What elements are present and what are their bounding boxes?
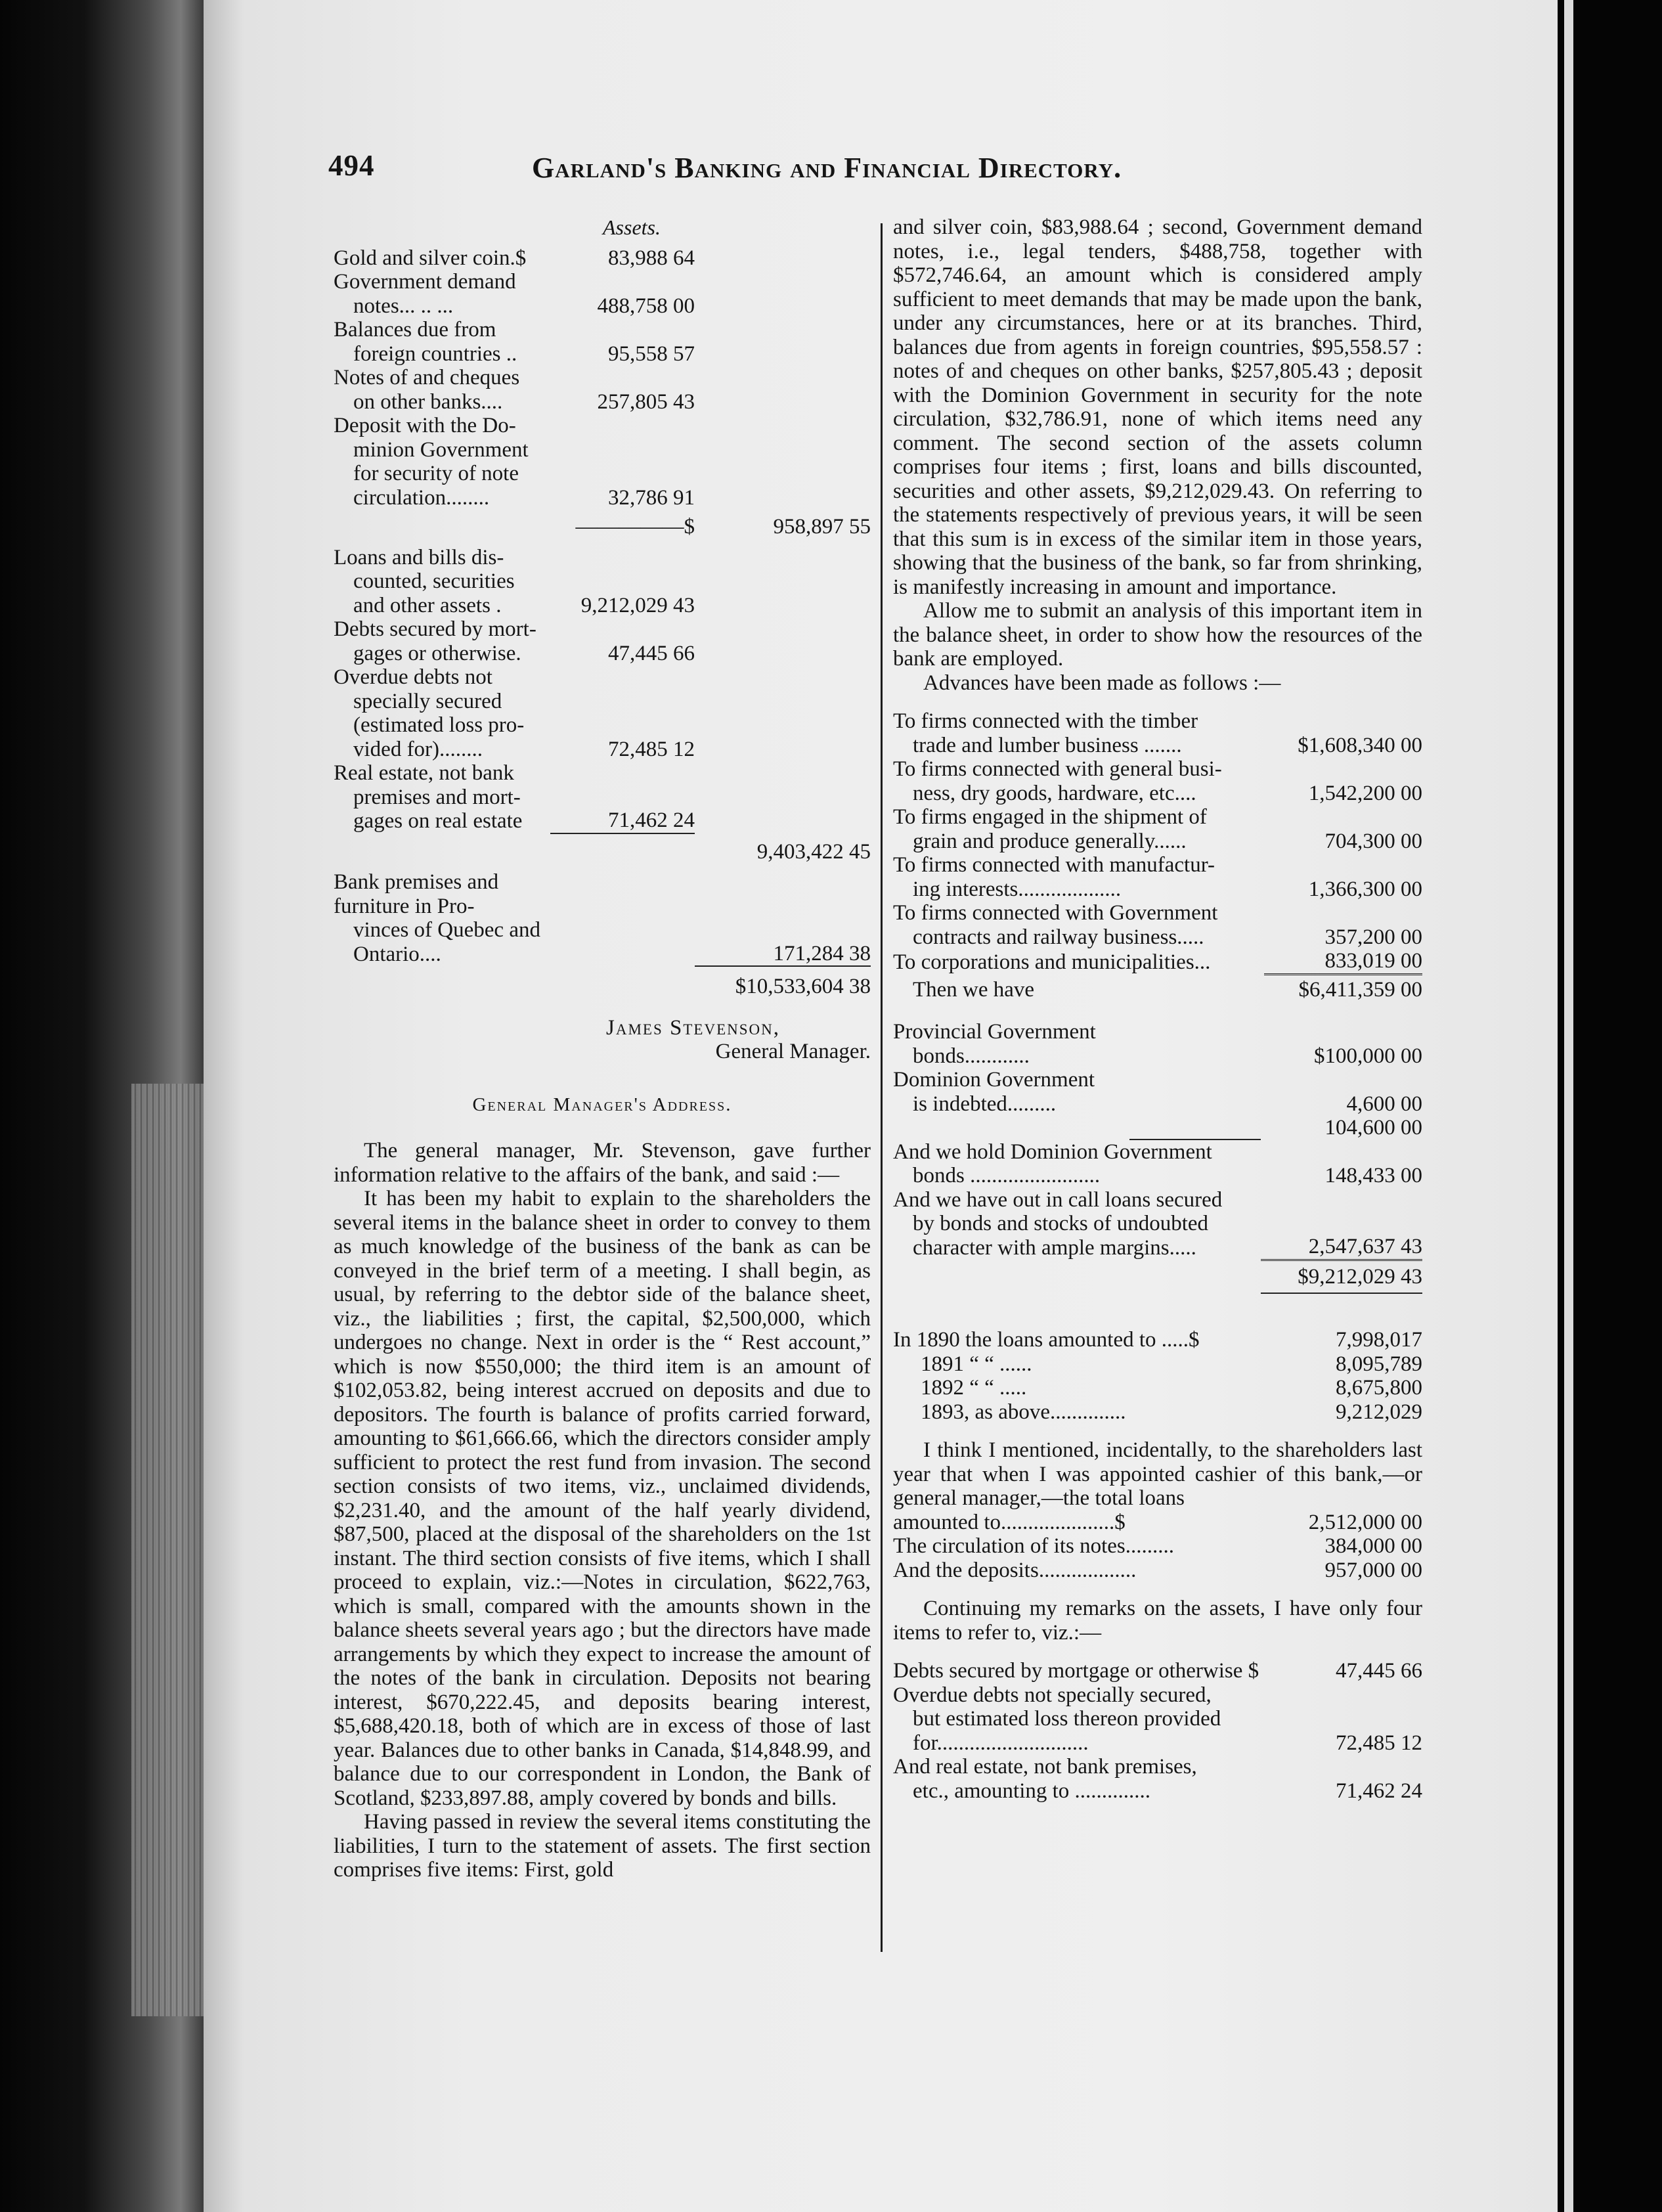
hold-amount: 148,433 00 <box>1324 1164 1422 1187</box>
ledger-desc <box>334 414 550 510</box>
ledger-line: Overdue debts not <box>334 665 492 689</box>
ledger-line: Debts secured by mort- <box>334 617 536 641</box>
cashier-table <box>893 1511 1422 1583</box>
ledger-amount: 95,558 57 <box>608 342 695 366</box>
ledger-line: (estimated loss pro- <box>353 713 525 737</box>
row-line: To firms engaged in the shipment of <box>893 805 1207 829</box>
ledger-amount: 83,988 64 <box>608 246 695 270</box>
call-line: character with ample margins..... <box>913 1235 1196 1260</box>
ledger-total: $10,533,604 38 <box>695 966 871 999</box>
row-line: Debts secured by mortgage or otherwise $ <box>893 1659 1259 1683</box>
paragraph: It has been my habit to explain to the shareholders the several items in the balance sheet in order to convey to them as much knowledge of the business of the bank as can be conveyed in the brief term of a meeting. I shall begin, as usual, by referring to the debtor side of the balance sheet, viz., the liabilities ; first, the capital, $2,500,000, which undergoes no change. Next in order is the “ Rest account,” which is now $550,000; the third item is an amount of $102,053.82, being interest accrued on deposits and due to depositors. The fourth is balance of profits carried forward, amounting to $61,666.66, which the directors consider amply sufficient to protect the rest fund from invasion. The second section consists of two items, viz., unclaimed dividends, $2,231.40, and the amount of the half yearly dividend, $87,500, placed at the disposal of the shareholders on the 1st instant. The third section consists of five items, which I shall proceed to explain, viz.:—Notes in circulation, $622,763, which is small, compared with the amounts shown in the balance sheets several years ago ; but the directors have made arrangements by which they expect to increase the amount of the notes of the bank in circulation. Deposits not bearing interest, $670,222.45, and deposits bearing interest, $5,688,420.18, both of which are in excess of those of last year. Balances due to other banks in Canada, $14,848.99, and balance due to our correspondent in London, the Bank of Scotland, $233,897.88, amply covered by bonds and bills. <box>334 1187 871 1810</box>
row-line: etc., amounting to .............. <box>913 1779 1151 1803</box>
row-line: Dominion Government <box>893 1068 1095 1092</box>
ledger-amount: 72,485 12 <box>608 737 695 761</box>
ledger-line: vided for)........ <box>353 737 483 761</box>
row-line: but estimated loss thereon provided <box>913 1707 1221 1731</box>
ledger-row <box>334 270 871 318</box>
row-label: amounted to.....................$ <box>893 1510 1126 1534</box>
row-line: To firms connected with the timber <box>893 709 1198 733</box>
ledger-line: Deposit with the Do- <box>334 414 516 437</box>
ledger-row <box>334 246 871 271</box>
row-label: In 1890 the loans amounted to .....$ <box>893 1328 1200 1352</box>
row-amount: 72,485 12 <box>1336 1731 1422 1755</box>
table-row <box>893 1755 1422 1803</box>
right-column <box>893 215 1422 1803</box>
ledger-line: Gold and silver coin.$ <box>334 246 527 270</box>
running-title: Garland's Banking and Financial Directory. <box>532 152 1122 184</box>
row-desc <box>893 1683 1261 1756</box>
ledger-desc <box>334 366 550 414</box>
ledger-desc <box>334 966 550 999</box>
row-amount: 8,675,800 <box>1336 1376 1422 1400</box>
advances-total: $6,411,359 00 <box>1264 974 1422 1002</box>
row-line: ness, dry goods, hardware, etc.... <box>913 781 1196 805</box>
ledger-row <box>334 864 871 966</box>
row-desc <box>893 709 1264 757</box>
row-amount: 4,600 00 <box>1346 1092 1422 1116</box>
row-desc <box>893 1020 1261 1068</box>
ledger-line: circulation........ <box>353 485 490 510</box>
ledger-row <box>334 318 871 366</box>
table-row <box>893 709 1422 757</box>
call-amount: 2,547,637 43 <box>1308 1235 1422 1258</box>
table-row <box>893 901 1422 949</box>
row-amount: 704,300 00 <box>1324 829 1422 853</box>
ledger-row <box>334 665 871 761</box>
ledger-row <box>334 966 871 999</box>
ledger-desc <box>334 665 550 761</box>
row-amount: 8,095,789 <box>1336 1352 1422 1376</box>
row-line: To firms connected with manufactur- <box>893 853 1215 877</box>
table-row <box>893 1559 1422 1583</box>
row-desc <box>893 853 1264 901</box>
table-row <box>893 1511 1422 1535</box>
row-amount: $1,608,340 00 <box>1298 733 1422 757</box>
row-desc <box>893 1755 1261 1803</box>
ledger-total <box>695 539 871 618</box>
row-label: 1891 “ “ ...... <box>921 1352 1032 1376</box>
ledger-amount: 488,758 00 <box>597 294 695 318</box>
paragraph: Advances have been made as follows :— <box>923 671 1281 695</box>
ledger-amount <box>550 833 695 864</box>
row-amount: 9,212,029 <box>1336 1400 1422 1424</box>
row-line: for............................ <box>913 1731 1089 1755</box>
ledger-desc <box>334 761 550 833</box>
table-row <box>893 805 1422 853</box>
row-desc <box>893 757 1264 805</box>
row-amount: 957,000 00 <box>1324 1558 1422 1582</box>
ledger-row <box>334 366 871 414</box>
left-column <box>334 215 871 1882</box>
loans-total: $9,212,029 43 <box>1261 1260 1422 1293</box>
ledger-line: Government demand <box>334 270 516 294</box>
ledger-line: counted, securities <box>353 569 515 593</box>
remaining-assets-table <box>893 1659 1422 1803</box>
ledger-total <box>695 414 871 510</box>
table-row <box>893 949 1422 974</box>
row-desc <box>893 805 1264 853</box>
row-label: 1892 “ “ ..... <box>921 1376 1027 1400</box>
call-line: And we have out in call loans secured <box>893 1187 1223 1212</box>
table-row <box>893 1328 1422 1352</box>
advances-table <box>893 709 1422 1002</box>
ledger-total: 9,403,422 45 <box>756 839 871 864</box>
ledger-line: Real estate, not bank <box>334 761 514 785</box>
ledger-desc <box>334 833 550 864</box>
ledger-amount <box>550 966 695 999</box>
government-table <box>893 1020 1422 1294</box>
ledger-line: gages or otherwise. <box>353 641 521 665</box>
row-desc <box>893 949 1264 974</box>
next-page-edge <box>1564 0 1573 2212</box>
ledger-amount: 9,212,029 43 <box>580 593 695 617</box>
row-line: Provincial Government <box>893 1020 1096 1044</box>
ledger-row <box>334 414 871 510</box>
assets-ledger <box>334 246 871 999</box>
row-desc <box>893 901 1264 949</box>
ledger-total <box>695 665 871 761</box>
row-amount: 1,542,200 00 <box>1308 781 1422 805</box>
row-amount: 7,998,017 <box>1336 1328 1422 1352</box>
row-line: Overdue debts not specially secured, <box>893 1683 1212 1707</box>
ledger-line: vinces of Quebec and Ontario.... <box>353 918 540 966</box>
row-desc <box>893 1068 1261 1116</box>
row-label: And the deposits.................. <box>893 1558 1137 1582</box>
row-line: To firms connected with general busi- <box>893 757 1222 781</box>
ledger-line: Notes of and cheques <box>334 366 520 389</box>
ledger-amount: 257,805 43 <box>597 389 695 414</box>
row-line: contracts and railway business..... <box>913 925 1204 949</box>
row-line: ing interests................... <box>913 877 1122 901</box>
ledger-total <box>695 270 871 318</box>
ledger-total <box>695 366 871 414</box>
table-row <box>893 1376 1422 1400</box>
ledger-amount: —————$ <box>575 515 695 539</box>
page-edges <box>131 1084 204 2016</box>
ledger-line: Bank premises and furniture in Pro- <box>334 870 499 918</box>
right-margin <box>1558 0 1662 2212</box>
hold-line: And we hold Dominion Government <box>893 1139 1212 1164</box>
ledger-line: specially secured <box>353 689 502 713</box>
row-label: The circulation of its notes......... <box>893 1534 1174 1558</box>
table-row <box>893 1020 1422 1068</box>
signature-title: General Manager. <box>715 1040 871 1063</box>
row-amount: 357,200 00 <box>1324 925 1422 949</box>
row-amount: $100,000 00 <box>1314 1044 1422 1068</box>
column-divider <box>881 223 883 1952</box>
ledger-line: foreign countries .. <box>353 342 517 366</box>
ledger-line: Balances due from <box>334 318 496 342</box>
row-amount: 71,462 24 <box>1336 1779 1422 1803</box>
row-line: To firms connected with Government <box>893 901 1218 925</box>
ledger-row <box>334 539 871 618</box>
table-row <box>893 853 1422 901</box>
row-line: And real estate, not bank premises, <box>893 1755 1197 1779</box>
row-amount: 47,445 66 <box>1336 1659 1422 1683</box>
page-header <box>328 148 1221 194</box>
paragraph: and silver coin, $83,988.64 ; second, Government demand notes, i.e., legal tenders, $488,758, together with $572,746.64, an amount which is considered amply sufficient to meet demands that may be made upon the bank, under any circumstances, here or at its branches. Third, balances due from agents in foreign countries, $95,558.57 : notes of and cheques on other banks, $257,805.43 ; deposit with the Dominion Government in security for the note circulation, $32,786.91, none of which items need any comment. The second section of the assets column comprises four items ; first, loans and bills discounted, securities and other assets, $9,212,029.43. On referring to the statements respectively of previous years, it will be seen that this sum is in excess of the similar item in those years, showing that the business of the bank, so far from shrinking, is manifestly increasing in amount and importance. <box>893 215 1422 599</box>
ledger-line: for security of note <box>353 462 519 485</box>
ledger-row <box>334 833 871 864</box>
table-row <box>893 1659 1422 1683</box>
ledger-desc <box>334 617 550 665</box>
ledger-row <box>334 510 871 539</box>
row-line: is indebted......... <box>913 1092 1057 1116</box>
ledger-desc <box>334 270 550 318</box>
paragraph: Having passed in review the several items constituting the liabilities, I turn to the statement of assets. The first section comprises five items: First, gold <box>334 1810 871 1882</box>
ledger-row <box>334 617 871 665</box>
ledger-line: notes... .. ... <box>353 294 454 318</box>
ledger-amount: 71,462 24 <box>608 808 695 832</box>
ledger-desc <box>334 510 550 539</box>
ledger-line: gages on real estate <box>353 809 523 833</box>
ledger-total: 958,897 55 <box>773 515 871 539</box>
ledger-line: minion Government <box>353 437 529 462</box>
row-desc <box>893 1659 1261 1683</box>
paragraph: The general manager, Mr. Stevenson, gave further information relative to the affairs of the bank, and said :— <box>334 1139 871 1187</box>
ledger-line: on other banks.... <box>353 389 503 414</box>
ledger-desc <box>334 246 550 271</box>
ledger-amount: 32,786 91 <box>608 485 695 510</box>
table-row <box>893 1683 1422 1756</box>
row-amount: 384,000 00 <box>1324 1534 1422 1558</box>
paragraph: Continuing my remarks on the assets, I have only four items to refer to, viz.:— <box>893 1597 1422 1645</box>
ledger-desc <box>334 318 550 366</box>
signature-name: James Stevenson, <box>606 1015 780 1040</box>
table-row <box>893 757 1422 805</box>
row-line: bonds............ <box>913 1044 1030 1068</box>
ledger-total: 171,284 38 <box>773 941 871 965</box>
row-line: To corporations and municipalities... <box>893 950 1211 974</box>
govt-total: 104,600 00 <box>1324 1116 1422 1139</box>
table-row <box>893 1352 1422 1377</box>
signature-block <box>334 1016 871 1064</box>
page-number: 494 <box>328 149 375 182</box>
ledger-total <box>695 617 871 665</box>
yearly-loans-table <box>893 1328 1422 1424</box>
paragraph: Allow me to submit an analysis of this important item in the balance sheet, in order to show how the resources of the bank are employed. <box>893 599 1422 671</box>
ledger-total <box>695 246 871 271</box>
ledger-row <box>334 761 871 833</box>
table-row <box>893 1534 1422 1559</box>
row-amount: 1,366,300 00 <box>1308 877 1422 901</box>
ledger-line: premises and mort- <box>353 785 521 809</box>
row-amount: 2,512,000 00 <box>1308 1510 1422 1534</box>
call-line: by bonds and stocks of undoubted <box>913 1212 1209 1235</box>
row-label: 1893, as above.............. <box>921 1400 1126 1424</box>
ledger-line: Loans and bills dis- <box>334 545 504 569</box>
ledger-line: and other assets . <box>353 593 502 617</box>
ledger-amount <box>550 864 695 966</box>
row-line: grain and produce generally...... <box>913 829 1187 853</box>
row-line: trade and lumber business ....... <box>913 733 1182 757</box>
paragraph: I think I mentioned, incidentally, to the shareholders last year that when I was appointed cashier of this bank,—or general manager,—the total loans <box>893 1438 1422 1510</box>
table-row <box>893 1068 1422 1116</box>
then-we-have: Then we have <box>913 977 1035 1002</box>
ledger-desc <box>334 539 550 618</box>
ledger-amount: 47,445 66 <box>608 641 695 665</box>
hold-line: bonds ........................ <box>913 1164 1101 1187</box>
table-row <box>893 1400 1422 1425</box>
ledger-total <box>695 761 871 833</box>
row-amount: 833,019 00 <box>1324 949 1422 973</box>
ledger-total <box>695 318 871 366</box>
address-heading: General Manager's Address. <box>472 1094 732 1115</box>
ledger-desc <box>334 864 550 966</box>
assets-heading: Assets. <box>603 215 661 239</box>
